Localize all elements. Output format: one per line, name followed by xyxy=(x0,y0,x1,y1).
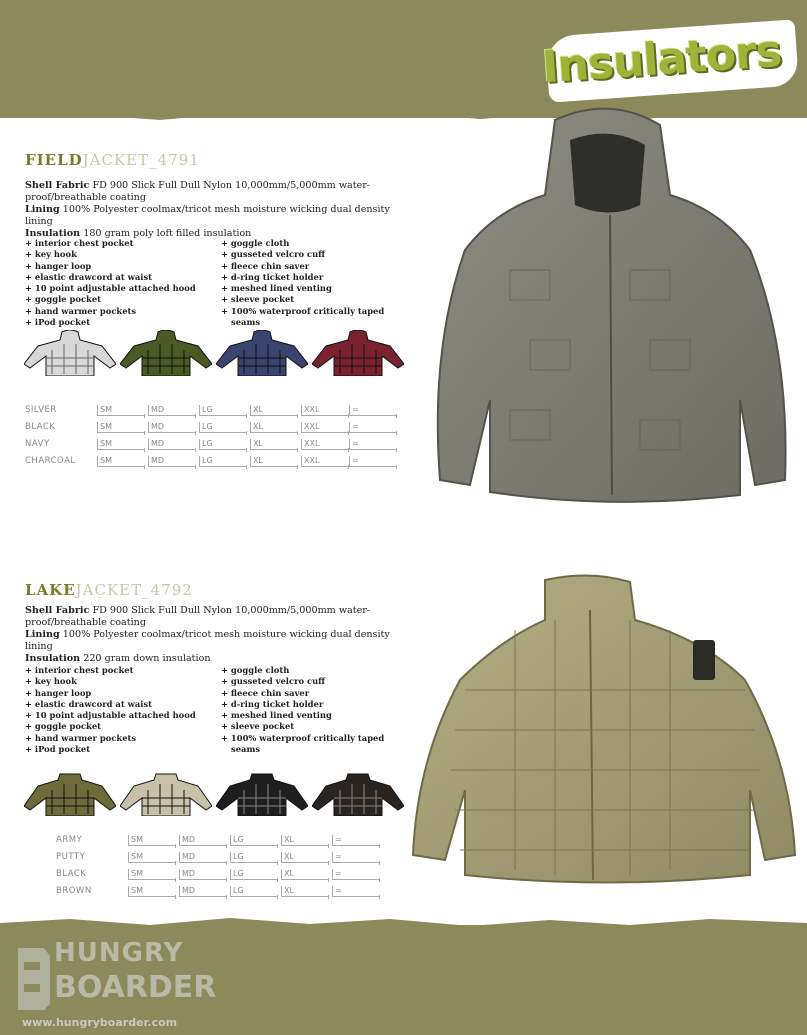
jacket-thumb-charcoal[interactable] xyxy=(312,330,404,376)
feature-item: + 100% waterproof critically taped xyxy=(221,305,385,316)
size-row xyxy=(25,405,405,422)
jacket-thumb-navy[interactable] xyxy=(216,330,308,376)
lining-label: Lining xyxy=(25,629,60,640)
jacket-thumb-black[interactable] xyxy=(216,770,308,816)
color-thumbnails xyxy=(24,330,414,380)
insulation-text: 220 gram down insulation xyxy=(83,653,211,664)
feature-item: + goggle cloth xyxy=(221,238,290,248)
jacket-thumb-brown[interactable] xyxy=(312,770,404,816)
size-cell: LG xyxy=(199,439,246,450)
feature-item: + 100% waterproof critically taped xyxy=(221,732,385,743)
size-cell: SM xyxy=(128,852,175,863)
product-title xyxy=(25,581,193,599)
size-cell: = xyxy=(332,835,379,846)
size-cell: LG xyxy=(199,405,246,416)
size-cell: LG xyxy=(199,456,246,467)
size-cell: LG xyxy=(230,886,277,897)
feature-item: + elastic drawcord at waist xyxy=(25,698,153,709)
feature-item: + sleeve pocket xyxy=(221,294,295,305)
product-specs xyxy=(25,180,415,240)
features-right xyxy=(221,238,411,328)
size-cell: XL xyxy=(250,439,297,450)
size-cell: XL xyxy=(281,886,328,897)
shell-label: Shell Fabric xyxy=(25,180,90,191)
feature-item: + 10 point adjustable attached hood xyxy=(25,710,196,721)
size-cell: SM xyxy=(97,422,144,433)
feature-item: seams xyxy=(231,744,261,755)
size-cell: SM xyxy=(97,456,144,467)
size-cell: XXL xyxy=(301,439,348,450)
size-cell: = xyxy=(332,869,379,880)
feature-item: + fleece chin saver xyxy=(221,260,310,271)
size-row xyxy=(56,852,386,869)
size-cell: MD xyxy=(148,456,195,467)
feature-item: + hanger loop xyxy=(25,260,92,271)
size-cell: MD xyxy=(148,405,195,416)
size-cell: LG xyxy=(230,869,277,880)
size-cell: XL xyxy=(250,456,297,467)
product-name: FIELD xyxy=(25,151,83,169)
logo-mark-icon xyxy=(14,944,54,1014)
size-cell: MD xyxy=(148,439,195,450)
size-cell: = xyxy=(349,456,396,467)
logo-line2: BOARDER xyxy=(54,970,217,1005)
logo-url[interactable]: www.hungryboarder.com xyxy=(22,1016,178,1029)
feature-item: + hanger loop xyxy=(25,687,92,698)
brand-title: Insulators xyxy=(540,25,783,94)
size-cell: = xyxy=(349,439,396,450)
lake-jacket-photo xyxy=(405,570,800,890)
jacket-thumb-black[interactable] xyxy=(120,330,212,376)
feature-item: + sleeve pocket xyxy=(221,721,295,732)
size-grid xyxy=(25,405,405,473)
size-cell: SM xyxy=(97,405,144,416)
feature-item: + gusseted velcro cuff xyxy=(221,249,326,260)
feature-item: + interior chest pocket xyxy=(25,665,134,675)
lining-label: Lining xyxy=(25,204,60,215)
color-name: PUTTY xyxy=(56,852,86,862)
feature-item: + d-ring ticket holder xyxy=(221,271,324,282)
feature-item: + goggle cloth xyxy=(221,665,290,675)
size-row xyxy=(56,886,386,903)
product-specs xyxy=(25,605,415,665)
feature-item: + fleece chin saver xyxy=(221,687,310,698)
product-code: JACKET_4791 xyxy=(82,151,200,169)
features-left xyxy=(25,238,215,328)
feature-item: + goggle pocket xyxy=(25,721,102,732)
size-cell: = xyxy=(349,422,396,433)
color-name: NAVY xyxy=(25,439,50,449)
size-cell: XXL xyxy=(301,405,348,416)
size-cell: XL xyxy=(250,422,297,433)
size-cell: SM xyxy=(128,835,175,846)
shell-label: Shell Fabric xyxy=(25,605,90,616)
product-name: LAKE xyxy=(25,581,76,599)
size-cell: XXL xyxy=(301,422,348,433)
features-right xyxy=(221,665,411,755)
size-cell: MD xyxy=(179,852,226,863)
jacket-thumb-putty[interactable] xyxy=(120,770,212,816)
feature-item: + iPod pocket xyxy=(25,744,91,755)
feature-item: + iPod pocket xyxy=(25,317,91,328)
insulation-label: Insulation xyxy=(25,653,81,664)
size-cell: = xyxy=(349,405,396,416)
color-name: ARMY xyxy=(56,835,83,845)
feature-item: + gusseted velcro cuff xyxy=(221,676,326,687)
color-name: BLACK xyxy=(56,869,87,879)
size-cell: = xyxy=(332,852,379,863)
size-row xyxy=(25,456,405,473)
size-cell: SM xyxy=(97,439,144,450)
size-cell: LG xyxy=(230,835,277,846)
size-cell: XL xyxy=(250,405,297,416)
lining-text: 100% Polyester coolmax/tricot mesh moisture wicking dual density lining xyxy=(25,204,390,227)
insulation-text: 180 gram poly loft filled insulation xyxy=(83,228,252,239)
size-cell: MD xyxy=(179,886,226,897)
size-cell: = xyxy=(332,886,379,897)
lining-text: 100% Polyester coolmax/tricot mesh moisture wicking dual density lining xyxy=(25,629,390,652)
logo-line1: HUNGRY xyxy=(54,938,184,968)
color-name: SILVER xyxy=(25,405,57,415)
feature-item: + meshed lined venting xyxy=(221,710,332,721)
size-cell: XL xyxy=(281,852,328,863)
ragged-edge xyxy=(0,915,807,931)
size-grid xyxy=(56,835,386,903)
jacket-thumb-army[interactable] xyxy=(24,770,116,816)
feature-item: + 10 point adjustable attached hood xyxy=(25,283,196,294)
color-name: BLACK xyxy=(25,422,56,432)
size-cell: XL xyxy=(281,835,328,846)
size-row xyxy=(25,439,405,456)
feature-item: seams xyxy=(231,317,261,328)
feature-item: + d-ring ticket holder xyxy=(221,698,324,709)
size-cell: LG xyxy=(230,852,277,863)
shell-text: FD 900 Slick Full Dull Nylon 10,000mm/5,000mm water-proof/breathable coating xyxy=(25,605,371,628)
hungryboarder-logo[interactable] xyxy=(14,938,217,1030)
size-cell: SM xyxy=(128,869,175,880)
size-row xyxy=(56,869,386,886)
feature-item: + interior chest pocket xyxy=(25,238,134,248)
shell-text: FD 900 Slick Full Dull Nylon 10,000mm/5,000mm water-proof/breathable coating xyxy=(25,180,371,203)
size-cell: LG xyxy=(199,422,246,433)
color-thumbnails xyxy=(24,770,414,820)
size-cell: MD xyxy=(179,869,226,880)
size-cell: MD xyxy=(179,835,226,846)
product-code: JACKET_4792 xyxy=(75,581,193,599)
size-cell: XL xyxy=(281,869,328,880)
features-left xyxy=(25,665,215,755)
size-row xyxy=(25,422,405,439)
feature-item: + meshed lined venting xyxy=(221,283,332,294)
feature-item: + elastic drawcord at waist xyxy=(25,271,153,282)
jacket-thumb-silver[interactable] xyxy=(24,330,116,376)
field-jacket-photo xyxy=(420,100,795,510)
feature-item: + hand warmer pockets xyxy=(25,305,137,316)
size-cell: XXL xyxy=(301,456,348,467)
feature-item: + key hook xyxy=(25,676,77,687)
feature-item: + goggle pocket xyxy=(25,294,102,305)
color-name: CHARCOAL xyxy=(25,456,76,466)
feature-item: + hand warmer pockets xyxy=(25,732,137,743)
product-title xyxy=(25,151,200,169)
size-row xyxy=(56,835,386,852)
insulation-label: Insulation xyxy=(25,228,81,239)
size-cell: SM xyxy=(128,886,175,897)
feature-item: + key hook xyxy=(25,249,77,260)
size-cell: MD xyxy=(148,422,195,433)
color-name: BROWN xyxy=(56,886,92,896)
